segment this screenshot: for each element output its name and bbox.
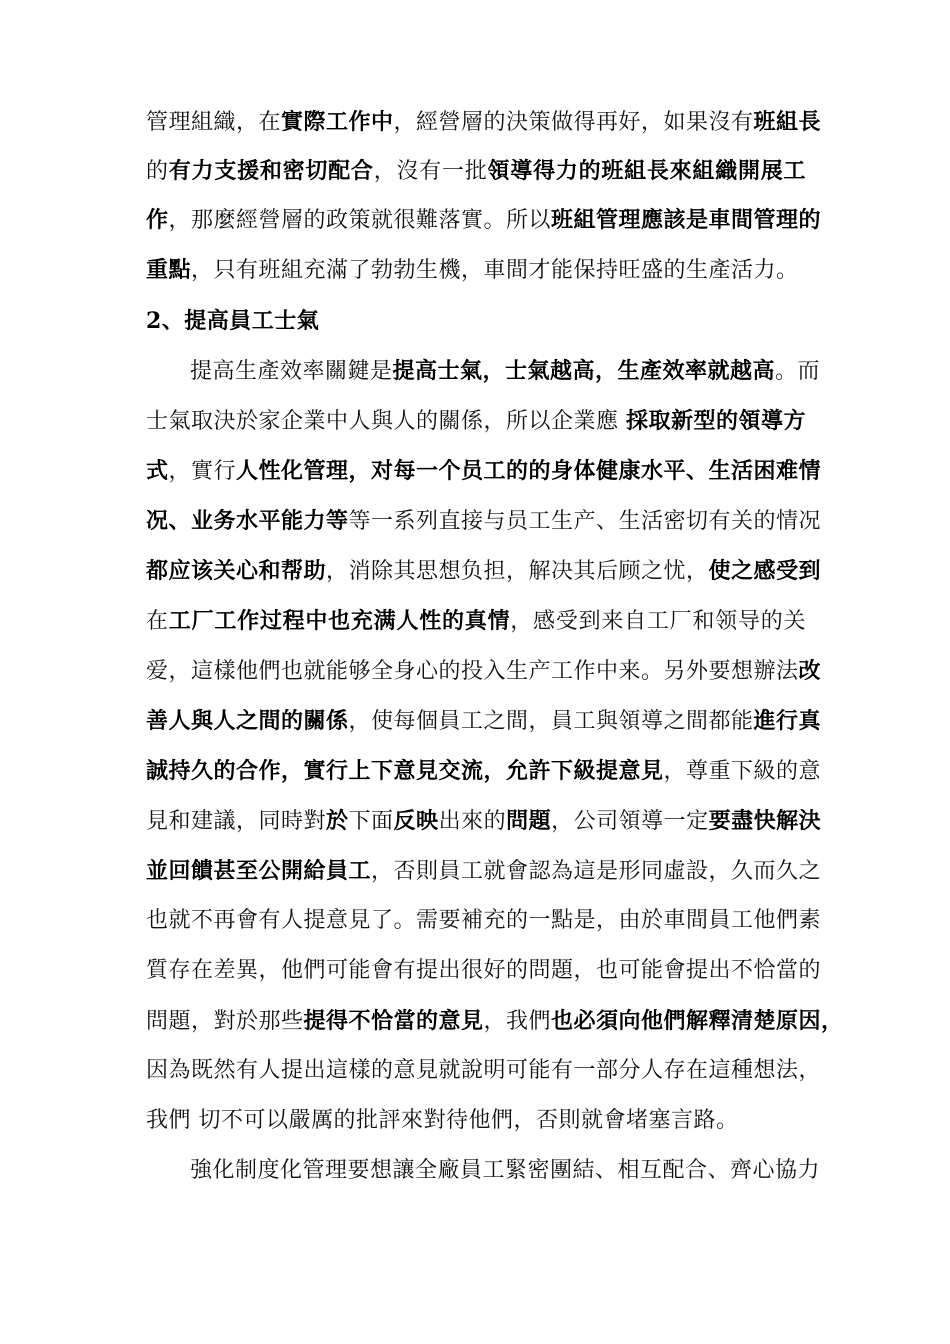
text-segment: 士氣取決於家企業中人與人的關係，所以企業應: [146, 409, 626, 434]
text-segment: 在: [146, 609, 169, 634]
bold-text-segment: 並回饋甚至公開給員工: [146, 858, 372, 884]
text-line: [146, 1106, 806, 1136]
text-segment: ，公司領導一定: [551, 809, 709, 834]
bold-text-segment: 作: [146, 207, 169, 233]
bold-text-segment: 改: [798, 658, 822, 684]
bold-text-segment: 於: [326, 808, 349, 834]
bold-text-segment: 有力支援和密切配合: [168, 158, 374, 184]
bold-text-segment: 實際工作中: [281, 109, 394, 135]
text-line: [146, 806, 822, 836]
bold-text-segment: 領導得力的班組長來組織開展工: [487, 158, 806, 184]
text-line: [190, 356, 821, 386]
text-segment: 出來的: [438, 809, 507, 834]
section-heading: [146, 306, 806, 336]
text-segment: 下面: [348, 809, 394, 834]
text-segment: ，我們: [483, 1009, 552, 1034]
text-segment: 。而: [775, 359, 821, 384]
bold-text-segment: 也必須向他們解釋清楚原因，: [551, 1008, 844, 1034]
text-line: [146, 606, 806, 636]
bold-text-segment: 式: [146, 458, 169, 484]
bold-text-segment: 班組長: [753, 109, 822, 135]
bold-text-segment: 善人與人之間的關係: [146, 708, 349, 734]
bold-text-segment: 都应该关心和帮助: [146, 558, 327, 584]
text-segment: ，尊重下級的意: [663, 759, 822, 784]
text-line: [146, 205, 822, 235]
text-line: [146, 506, 822, 536]
text-line: [146, 756, 822, 786]
text-segment: ，實行: [168, 459, 237, 484]
text-segment: 管理組織，在: [146, 110, 282, 135]
bold-text-segment: 進行真: [753, 708, 822, 734]
bold-text-segment: 提高士氣，士氣越高，生產效率就越高: [392, 358, 776, 384]
text-line: [146, 656, 822, 686]
bold-text-segment: 重點: [146, 257, 192, 283]
text-segment: 等一系列直接与员工生产、生活密切有关的情况: [348, 509, 822, 534]
text-segment: ，否則員工就會認為這是形同虛設，久而久之: [371, 859, 822, 884]
text-segment: 質存在差異，他們可能會有提出很好的問題，也可能會提出不恰當的: [146, 958, 822, 983]
text-segment: ，感受到来自工厂和领导的关: [510, 609, 806, 634]
text-line: [146, 255, 806, 285]
bold-text-segment: 况、业务水平能力等: [146, 508, 349, 534]
text-segment: 提高生產效率關鍵是: [190, 359, 393, 384]
text-line: [146, 156, 806, 186]
text-line: [146, 556, 822, 586]
text-line: [146, 906, 822, 936]
bold-text-segment: 2、提高員工士氣: [146, 308, 320, 334]
bold-text-segment: 問題: [506, 808, 552, 834]
text-segment: 也就不再會有人提意見了。需要補充的一點是，由於車間員工他們素: [146, 908, 822, 933]
bold-text-segment: 要盡快解決: [708, 808, 822, 834]
text-line: [190, 1156, 821, 1186]
text-segment: ，沒有一批: [373, 159, 488, 184]
text-segment: ，消除其思想负担，解决其后顾之忧，: [326, 559, 709, 584]
text-line: [146, 1006, 844, 1036]
bold-text-segment: 人性化管理，对每一个员工的的身体健康水平、生活困难情: [236, 458, 822, 484]
text-line: [146, 1056, 822, 1086]
bold-text-segment: 反映: [393, 808, 439, 834]
text-segment: ，使每個員工之間，員工與領導之間都能: [348, 709, 754, 734]
text-segment: 我們 切不可以嚴厲的批評來對待他們，否則就會堵塞言路。: [146, 1108, 739, 1133]
bold-text-segment: 採取新型的領導方: [626, 408, 807, 434]
bold-text-segment: 使之感受到: [708, 558, 822, 584]
text-line: [146, 956, 822, 986]
text-line: [146, 107, 822, 137]
text-line: [146, 706, 822, 736]
bold-text-segment: 工厂工作过程中也充满人性的真情: [168, 608, 511, 634]
text-segment: 因為既然有人提出這樣的意見就說明可能有一部分人存在這種想法，: [146, 1058, 822, 1083]
text-segment: 問題，對於那些: [146, 1009, 304, 1034]
text-segment: 強化制度化管理要想讓全廠員工緊密團結、相互配合、齊心協力: [190, 1158, 821, 1183]
bold-text-segment: 誠持久的合作，實行上下意見交流，允許下級提意見: [146, 758, 664, 784]
text-line: [146, 406, 806, 436]
text-segment: ，只有班組充滿了勃勃生機，車間才能保持旺盛的生產活力。: [191, 258, 799, 283]
text-segment: 見和建議，同時對: [146, 809, 327, 834]
text-segment: ，經營層的決策做得再好，如果沒有: [393, 110, 754, 135]
text-segment: 的: [146, 159, 169, 184]
text-line: [146, 856, 822, 886]
bold-text-segment: 班組管理應該是車間管理的: [551, 207, 822, 233]
bold-text-segment: 提得不恰當的意見: [303, 1008, 484, 1034]
text-line: [146, 456, 822, 486]
text-segment: 爱，這樣他們也就能够全身心的投入生产工作中来。另外要想辦法: [146, 659, 799, 684]
text-segment: ，那麼經營層的政策就很難落實。所以: [168, 208, 552, 233]
